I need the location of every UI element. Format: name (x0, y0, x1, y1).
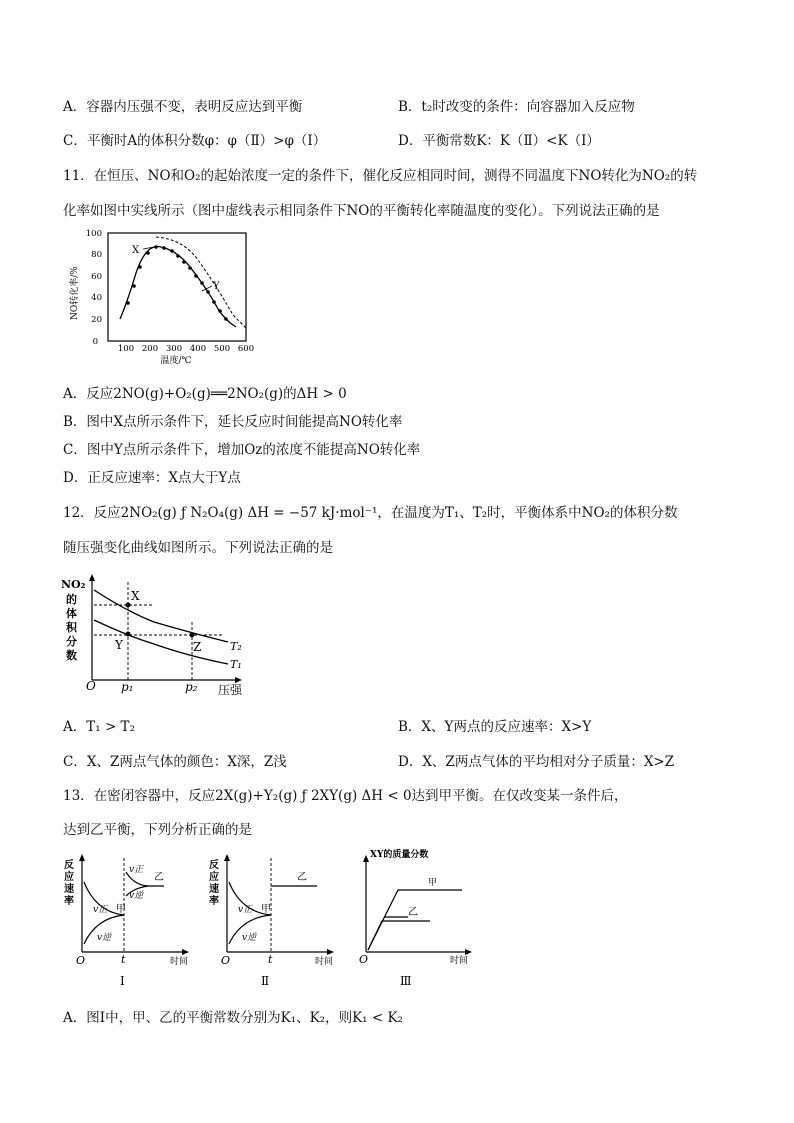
q11-conversion-chart (68, 225, 268, 365)
q11-option-a: A．反应2NO(g)+O₂(g)══2NO₂(g)的ΔH > 0 (63, 386, 347, 402)
q12-stem-line2: 随压强变化曲线如图所示。下列说法正确的是 (63, 540, 333, 556)
svg-text:t: t (268, 953, 273, 966)
svg-text:O: O (359, 953, 369, 966)
q11-ytick: 20 (91, 315, 102, 325)
q11-xtick: 100 (117, 344, 135, 354)
svg-text:压强: 压强 (218, 683, 243, 697)
svg-text:p₂: p₂ (185, 680, 198, 694)
svg-text:乙: 乙 (154, 872, 164, 883)
svg-text:甲: 甲 (261, 904, 271, 915)
q12-option-a: A．T₁ > T₂ (63, 719, 135, 735)
q11-stem-line1: 11．在恒压、NO和O₂的起始浓度一定的条件下，催化反应相同时间，测得不同温度下NO转化为NO₂的转 (63, 168, 698, 184)
q13-figure-3 (350, 845, 480, 992)
svg-text:X: X (131, 589, 140, 603)
svg-text:Y: Y (115, 638, 123, 652)
q10-option-a: A．容器内压强不变，表明反应达到平衡 (63, 99, 303, 115)
svg-text:的: 的 (66, 593, 77, 606)
svg-text:速: 速 (209, 884, 219, 895)
q13-stem-line1: 13．在密闭容器中，反应2X(g)+Y₂(g) ƒ 2XY(g) ΔH < 0达到甲平衡。在仅改变某一条件后， (63, 788, 628, 804)
svg-text:T₂: T₂ (230, 640, 242, 653)
svg-text:Z: Z (193, 640, 202, 654)
q10-option-c: C．平衡时A的体积分数φ：φ（Ⅱ）>φ（Ⅰ） (63, 133, 327, 149)
q11-option-b: B．图中X点所示条件下，延长反应时间能提高NO转化率 (63, 414, 403, 430)
q13-figure-2 (205, 852, 345, 992)
q11-xlabel: 温度/℃ (160, 356, 192, 365)
q12-curve-t2 (94, 590, 228, 642)
q11-ytick: 100 (85, 229, 102, 239)
q11-option-c: C．图中Y点所示条件下，增加Oz的浓度不能提高NO转化率 (63, 442, 421, 458)
q12-stem-line1: 12．反应2NO₂(g) ƒ N₂O₄(g) ΔH = −57 kJ·mol⁻¹，在温度为T₁、T₂时，平衡体系中NO₂的体积分数 (63, 505, 678, 521)
q11-xtick: 300 (165, 344, 183, 354)
q11-ytick: 80 (91, 250, 102, 260)
q12-option-d: D．X、Z两点气体的平均相对分子质量：X>Z (398, 754, 675, 770)
svg-text:O: O (76, 954, 86, 967)
svg-text:Ⅰ: Ⅰ (120, 974, 125, 988)
svg-text:v正: v正 (238, 905, 253, 915)
svg-text:应: 应 (209, 872, 219, 883)
svg-text:时间: 时间 (315, 957, 334, 967)
svg-text:乙: 乙 (297, 872, 307, 883)
svg-text:O: O (221, 954, 231, 967)
q10-option-b: B．t₂时改变的条件：向容器加入反应物 (398, 99, 635, 115)
q11-ytick: 0 (92, 337, 98, 347)
svg-text:v正: v正 (129, 865, 144, 875)
svg-text:甲: 甲 (116, 904, 126, 915)
q13-option-a: A．图Ⅰ中，甲、乙的平衡常数分别为K₁、K₂，则K₁ < K₂ (63, 1010, 403, 1026)
q11-stem-line2: 化率如图中实线所示（图中虚线表示相同条件下NO的平衡转化率随温度的变化）。下列说法正确的是 (63, 203, 660, 219)
svg-text:v逆: v逆 (129, 891, 144, 901)
q11-point-x-label: X (132, 245, 140, 256)
svg-text:v正: v正 (93, 905, 108, 915)
svg-text:数: 数 (66, 649, 77, 662)
svg-text:v逆: v逆 (97, 933, 112, 943)
q12-fraction-chart (58, 572, 258, 697)
svg-text:率: 率 (209, 896, 219, 907)
q12-option-c: C．X、Z两点气体的颜色：X深，Z浅 (63, 754, 287, 770)
q12-option-b: B．X、Y两点的反应速率：X>Y (398, 719, 592, 735)
svg-text:O: O (86, 679, 96, 693)
svg-text:反: 反 (64, 860, 74, 871)
svg-text:XY的质量分数: XY的质量分数 (370, 850, 429, 860)
svg-text:v逆: v逆 (242, 933, 257, 943)
q12-ylabel-top: NO₂ (61, 578, 86, 591)
q13-stem-line2: 达到乙平衡，下列分析正确的是 (63, 822, 252, 838)
q11-ytick: 60 (91, 272, 102, 282)
q11-point-y-label: Y (213, 281, 220, 292)
q11-xtick: 200 (141, 344, 159, 354)
svg-text:Ⅱ: Ⅱ (261, 974, 270, 988)
q11-ytick: 40 (91, 293, 102, 303)
svg-text:速: 速 (64, 884, 74, 895)
svg-text:体: 体 (66, 607, 77, 620)
svg-text:反: 反 (209, 860, 219, 871)
svg-text:甲: 甲 (428, 878, 438, 888)
svg-text:分: 分 (66, 635, 77, 648)
svg-text:积: 积 (66, 621, 77, 634)
q11-ylabel: NO转化率/% (70, 266, 80, 320)
svg-text:时间: 时间 (170, 957, 189, 967)
svg-text:时间: 时间 (450, 956, 469, 966)
svg-text:p₁: p₁ (121, 680, 134, 694)
svg-text:率: 率 (64, 896, 74, 907)
svg-text:T₁: T₁ (230, 658, 242, 671)
q11-xtick: 400 (189, 344, 207, 354)
svg-text:t: t (121, 953, 126, 966)
svg-text:乙: 乙 (408, 907, 418, 918)
q11-xtick: 500 (213, 344, 231, 354)
q11-option-d: D．正反应速率：X点大于Y点 (63, 470, 241, 486)
q11-xtick: 600 (237, 344, 255, 354)
svg-text:Ⅲ: Ⅲ (400, 974, 412, 988)
svg-text:应: 应 (64, 872, 74, 883)
q13-figure-1 (60, 852, 200, 992)
q10-option-d: D．平衡常数K：K（Ⅱ）<K（Ⅰ） (398, 133, 600, 149)
